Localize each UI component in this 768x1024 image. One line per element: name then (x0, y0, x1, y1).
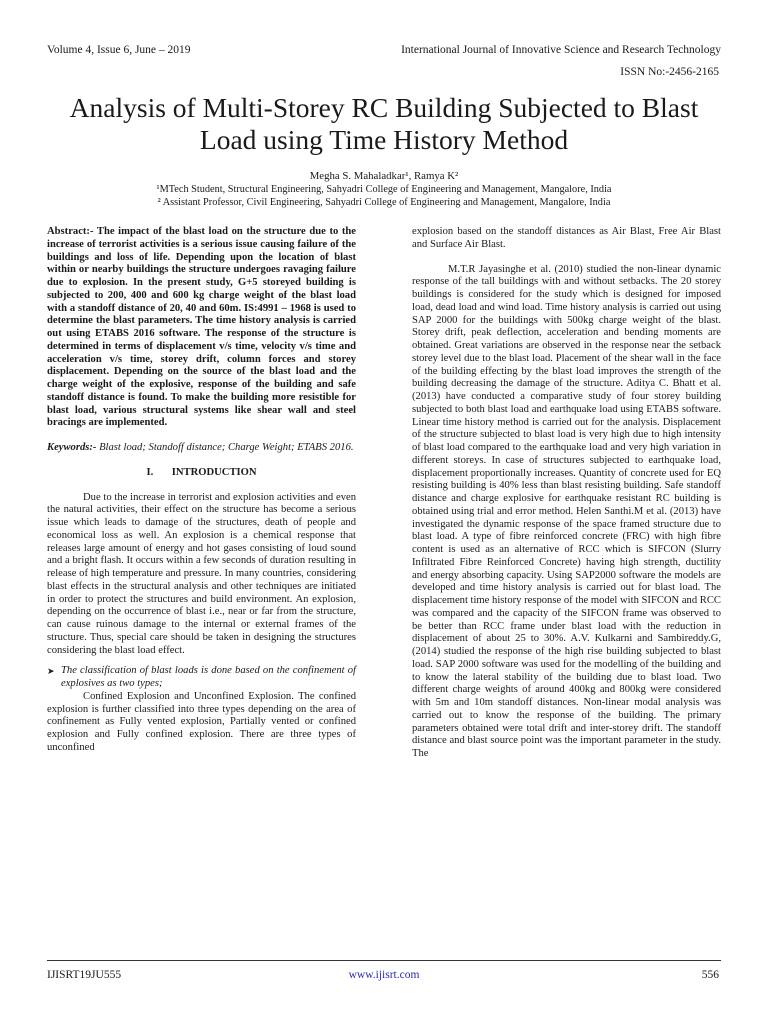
page-number: 556 (701, 969, 719, 981)
paper-code: IJISRT19JU555 (47, 969, 122, 981)
journal-url-link[interactable]: www.ijisrt.com (348, 969, 420, 981)
keywords (47, 442, 356, 455)
arrow-bullet-icon: ➤ (47, 666, 55, 677)
keywords-text: Blast load; Standoff distance; Charge Weight; ETABS 2016. (96, 442, 354, 453)
journal-name: International Journal of Innovative Science and Research Technology (401, 44, 721, 56)
paper-title: Analysis of Multi-Storey RC Building Subjected to Blast Load using Time History Method (69, 92, 699, 155)
footer-divider (47, 960, 721, 961)
abstract: Abstract:- The impact of the blast load on the structure due to the increase of terrorist activities is a serious issue causing failure of the buildings and loss of life. Depending upon the location of blast within or nearby buildings the structure undergoes ravaging failure due to explosion. In the present study, G+5 storeyed building is subjected to 200, 400 and 600 kg charge weight of the blast load with a standoff distance of 20, 40 and 60m. IS:4991 – 1968 is used to determine the blast parameters. The time history analysis is carried out using ETABS 2016 software. The response of the structure is determined in terms of displacement v/s time, velocity v/s time and acceleration v/s time, storey drift, column forces and storey displacement. Depending on the source of the blast load and the charge weight of the explosive, response of the building and safe standoff distance is found. To make the building more resistible for blast load, various structural systems like shear wall and steel bracings are implemented. (47, 226, 356, 429)
keywords-label: Keywords:- (47, 442, 97, 453)
bullet-item (47, 665, 356, 691)
left-column (47, 226, 356, 755)
confined-paragraph: Confined Explosion and Unconfined Explosion. The confined explosion is further classified into three types depending on the area of confinement as Fully vented explosion, Partially vented or confined explosion and Fully confined explosion. There are three types of unconfined (47, 690, 356, 753)
intro-paragraph: Due to the increase in terrorist and explosion activities and even the natural activities, their effect on the structure has become a serious issue which leads to damage of the structures, death of people and economical loss as well. An explosion is a chemical response that releases large amount of energy and hot gases consisting of loud sound and a bright flash. It occurs within a few seconds of duration resulting in release of high temperature and pressure. In many countries, considering blast effects in the structural analysis and other techniques are initiated in order to protect the structures and build environment. An explosion, depending on the occurrence of blast i.e., near or far from the structure, can cause ruinous damage to the internal or external frames of the structure. Thus, special care should be taken in designing the structures considering the blast load effect. (47, 491, 356, 656)
right-column (412, 226, 721, 761)
affiliation-1: ¹MTech Student, Structural Engineering, Sahyadri College of Engineering and Management, Mangalore, India (156, 184, 612, 195)
right-paragraph-1: explosion based on the standoff distances as Air Blast, Free Air Blast and Surface Air Blast. (412, 226, 721, 250)
bullet-text: The classification of blast loads is done based on the confinement of explosives as two types; (61, 665, 356, 689)
issn: ISSN No:-2456-2165 (620, 66, 719, 78)
section-heading: I. INTRODUCTION (146, 466, 257, 478)
authors: Megha S. Mahaladkar¹, Ramya K² (309, 170, 459, 182)
affiliation-2: ² Assistant Professor, Civil Engineering, Sahyadri College of Engineering and Management, Mangalore, India (157, 197, 611, 208)
volume-issue: Volume 4, Issue 6, June – 2019 (47, 44, 191, 56)
right-paragraph-2: M.T.R Jayasinghe et al. (2010) studied the non-linear dynamic response of the tall buildings with and without setbacks. The 20 storey buildings is considered for the study which is designed for imposed load, dead load and wind load. Time history analysis is carried out using SAP 2000 for the buildings with 500kg charge weight of the blast. Storey drift, peak deflection, acceleration and bending moments are obtained. Great variations are observed in the response near the setback storey level due to the blast load. Placement of the shear wall in the face of the building effecting by the blast load improves the strength of the building decreasing the damage of the structure. Aditya C. Bhatt et al. (2013) have conducted a comparative study of four storey building subjected to both blast load and earthquake load using ETABS software. Linear time history method is carried out for the analysis. Displacement of the structure subjected to blast load is very high due to high intensity of blast load compared to the earthquake load and very high variation in different storeys. In case of structures subjected to earthquake load, displacement proportionally increases. Quantity of concrete used for EQ resisting building is 40% less than blast resisting building. Safe standoff distance and charge explosive for earthquake resistant RC building is obtained using trial and error method. Helen Santhi.M et al. (2013) have investigated the dynamic response of the space framed structure due to blast load. A type of fibre reinforced concrete (FRC) with high fibre content is used as an alternative of RCC which is SIFCON (Slurry Infiltrated Fibre Reinforced Concrete) having high strength, ductility and energy absorbing capacity. Using SAP2000 software the models are developed and time history analysis is carried out for blast load. The displacement time history response of the model with SIFCON and RCC was compared and the capacity of the SIFCON frame was observed to be better than RCC frame under blast load with the reduction in displacement of about 25 to 30%. A.V. Kulkarni and Sambireddy.G, (2014) studied the response of the high rise building subjected to blast load. SAP 2000 software was used for the modelling of the building and to know the lateral stability of the building due to blast load. Two different charge weights of around 400kg and 800kg were considered with 5m and 10m standoff distances. Non-linear modal analysis was carried out to know the response of the building. The primary parameters obtained were total drift and inter-storey drift. The standoff distance and blast source point was the important parameter in the study. The (412, 263, 721, 759)
